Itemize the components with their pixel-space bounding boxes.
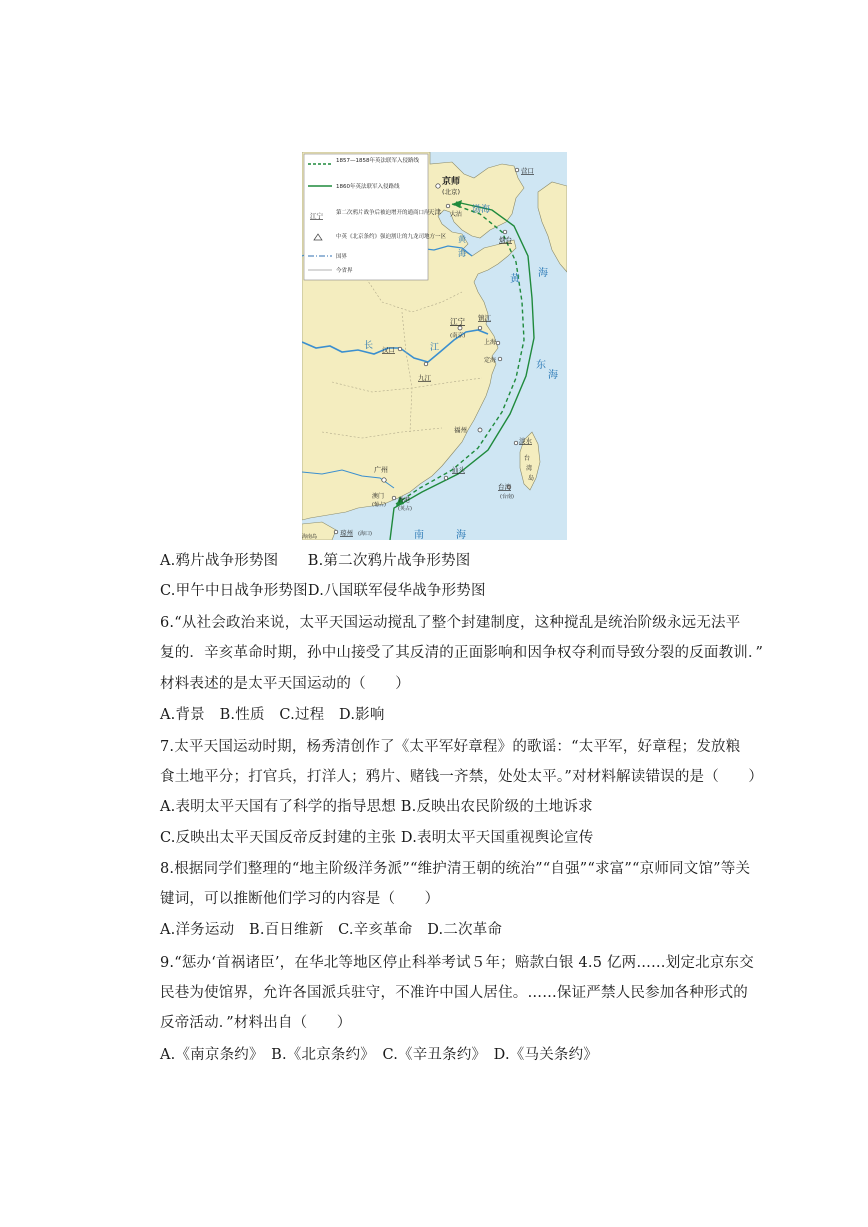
q9-stem-line-1 — [160, 953, 754, 973]
river-changjiang-1: 长 — [364, 341, 374, 351]
place-dinghai: 定海 — [484, 357, 497, 364]
place-tainan: (台南) — [500, 494, 514, 500]
map-svg — [302, 152, 567, 540]
q6-options-text: A.背景 B.性质 C.过程 D.影响 — [160, 707, 385, 723]
q6-stem-text-1: 6.“从社会政治来说，太平天国运动搅乱了整个封建制度，这种搅乱是统治阶级永远无法平 — [160, 615, 741, 631]
q5-options-line-2 — [160, 581, 486, 601]
place-taiwan-island-1: 台 — [524, 455, 531, 462]
q9-options — [160, 1045, 598, 1065]
place-hankou: 汉口 — [382, 346, 395, 354]
place-taiwan-city: 台湾 — [498, 483, 511, 491]
war-situation-map — [302, 152, 567, 540]
place-shanghai: 上海 — [484, 339, 497, 346]
q7-stem-text-1: 7.太平天国运动时期，杨秀清创作了《太平军好章程》的歌谣：“太平军，好章程；发放粮 — [160, 739, 741, 755]
sea-donghai-1: 东 — [536, 360, 546, 371]
sea-huanghai-2: 海 — [538, 268, 548, 279]
q7-stem-line-2 — [160, 767, 763, 787]
place-shantou: 汕头 — [452, 466, 465, 474]
q5-options-cd: C.甲午中日战争形势图D.八国联军侵华战争形势图 — [160, 583, 486, 599]
q8-options-text: A.洋务运动 B.百日维新 C.辛亥革命 D.二次革命 — [160, 922, 503, 938]
q6-options — [160, 705, 385, 725]
q6-stem-line-1 — [160, 613, 740, 633]
sea-bohai: 渤海 — [472, 205, 491, 215]
place-jiangning: 江宁 — [450, 317, 465, 326]
q8-stem-line-2 — [160, 889, 439, 909]
q5-options-ab: A.鸦片战争形势图 B.第二次鸦片战争形势图 — [160, 553, 471, 569]
q7-options-cd: C.反映出太平天国反帝反封建的主张 D.表明太平天国重视舆论宣传 — [160, 830, 594, 846]
legend-1857: 1857—1858年英法联军入侵路线 — [336, 158, 419, 164]
legend-1860: 1860年英法联军入侵路线 — [336, 184, 400, 190]
sea-donghai-2: 海 — [548, 370, 558, 381]
q6-stem-text-3: 材料表述的是太平天国运动的（ ） — [160, 676, 410, 692]
place-hongkong: 香港 — [398, 497, 411, 504]
q9-stem-line-3 — [160, 1013, 351, 1033]
place-guangzhou: 广州 — [374, 466, 388, 474]
legend-province: 今省界 — [336, 268, 353, 274]
place-qiongzhou: 琼州 — [340, 529, 353, 537]
legend-port: 第二次鸦片战争后被迫增开的通商口岸 — [336, 210, 430, 216]
place-yingkou: 营口 — [521, 167, 534, 175]
place-yantai: 烟台 — [499, 236, 512, 244]
q8-stem-text-2: 键词，可以推断他们学习的内容是（ ） — [160, 891, 440, 907]
place-jiujiang: 九江 — [418, 374, 431, 382]
place-dagu: 大沽 — [450, 211, 463, 218]
place-taiwan-island-2: 湾 — [526, 465, 533, 472]
q7-options-ab: A.表明太平天国有了科学的指导思想 B.反映出农民阶级的土地诉求 — [160, 799, 593, 815]
legend-border: 国界 — [336, 254, 348, 260]
q6-stem-line-2 — [160, 643, 763, 663]
q8-stem-line-1 — [160, 859, 750, 879]
q9-stem-line-2 — [160, 983, 748, 1003]
q7-options-line-1 — [160, 797, 593, 817]
q7-stem-text-2: 食土地平分；打官兵，打洋人；鸦片、赌钱一齐禁，处处太平。”对材料解读错误的是（ ） — [160, 769, 764, 785]
q6-stem-line-3 — [160, 674, 410, 694]
place-hongkong-sub: (英占) — [398, 506, 412, 512]
q9-options-text: A.《南京条约》 B.《北京条约》 C.《辛丑条约》 D.《马关条约》 — [160, 1047, 598, 1063]
sea-huanghai-1: 黄 — [510, 274, 520, 285]
place-tamsui: 淡水 — [519, 437, 532, 445]
q9-stem-text-2: 民巷为使馆界，允许各国派兵驻守，不准许中国人居住。……保证严禁人民参加各种形式的 — [160, 985, 748, 1001]
place-haikou: (海口) — [358, 531, 372, 537]
place-fuzhou: 福州 — [454, 426, 467, 434]
sea-nanhai-2: 海 — [456, 530, 466, 540]
legend-kowloon: 中英《北京条约》强迫割让的九龙司地方一区 — [336, 234, 447, 240]
place-hainan: 海南岛 — [302, 534, 318, 540]
place-beijing: (北京) — [442, 188, 461, 196]
legend-jiangning-sample: 江宁 — [310, 212, 323, 220]
place-nanjing: (南京) — [450, 333, 466, 339]
q7-options-line-2 — [160, 828, 593, 848]
place-macau-sub: (葡占) — [372, 502, 386, 508]
q5-options-line-1 — [160, 551, 470, 571]
sea-huanghe-2: 海 — [458, 249, 466, 258]
sea-nanhai-1: 南 — [414, 530, 424, 540]
place-tianjin: 天津 — [428, 208, 441, 216]
q9-stem-text-3: 反帝活动．”材料出自（ ） — [160, 1015, 352, 1031]
place-jingshi: 京师 — [442, 177, 461, 187]
place-macau: 澳门 — [372, 493, 385, 500]
sea-huanghe-1: 黄 — [458, 235, 466, 244]
place-taiwan-island-3: 岛 — [528, 475, 535, 482]
q6-stem-text-2: 复的．辛亥革命时期，孙中山接受了其反清的正面影响和因争权夺利而导致分裂的反面教训．” — [160, 645, 764, 661]
river-changjiang-2: 江 — [430, 343, 440, 353]
q9-stem-text-1: 9.“惩办‘首祸诸臣’，在华北等地区停止科举考试５年；赔款白银 4.5 亿两……划定北京东交 — [160, 955, 754, 971]
place-zhenjiang: 镇江 — [478, 314, 491, 322]
q8-options — [160, 920, 502, 940]
q8-stem-text-1: 8.根据同学们整理的“地主阶级洋务派”“维护清王朝的统治”“自强”“求富”“京师同文馆”等关 — [160, 861, 751, 877]
q7-stem-line-1 — [160, 737, 740, 757]
